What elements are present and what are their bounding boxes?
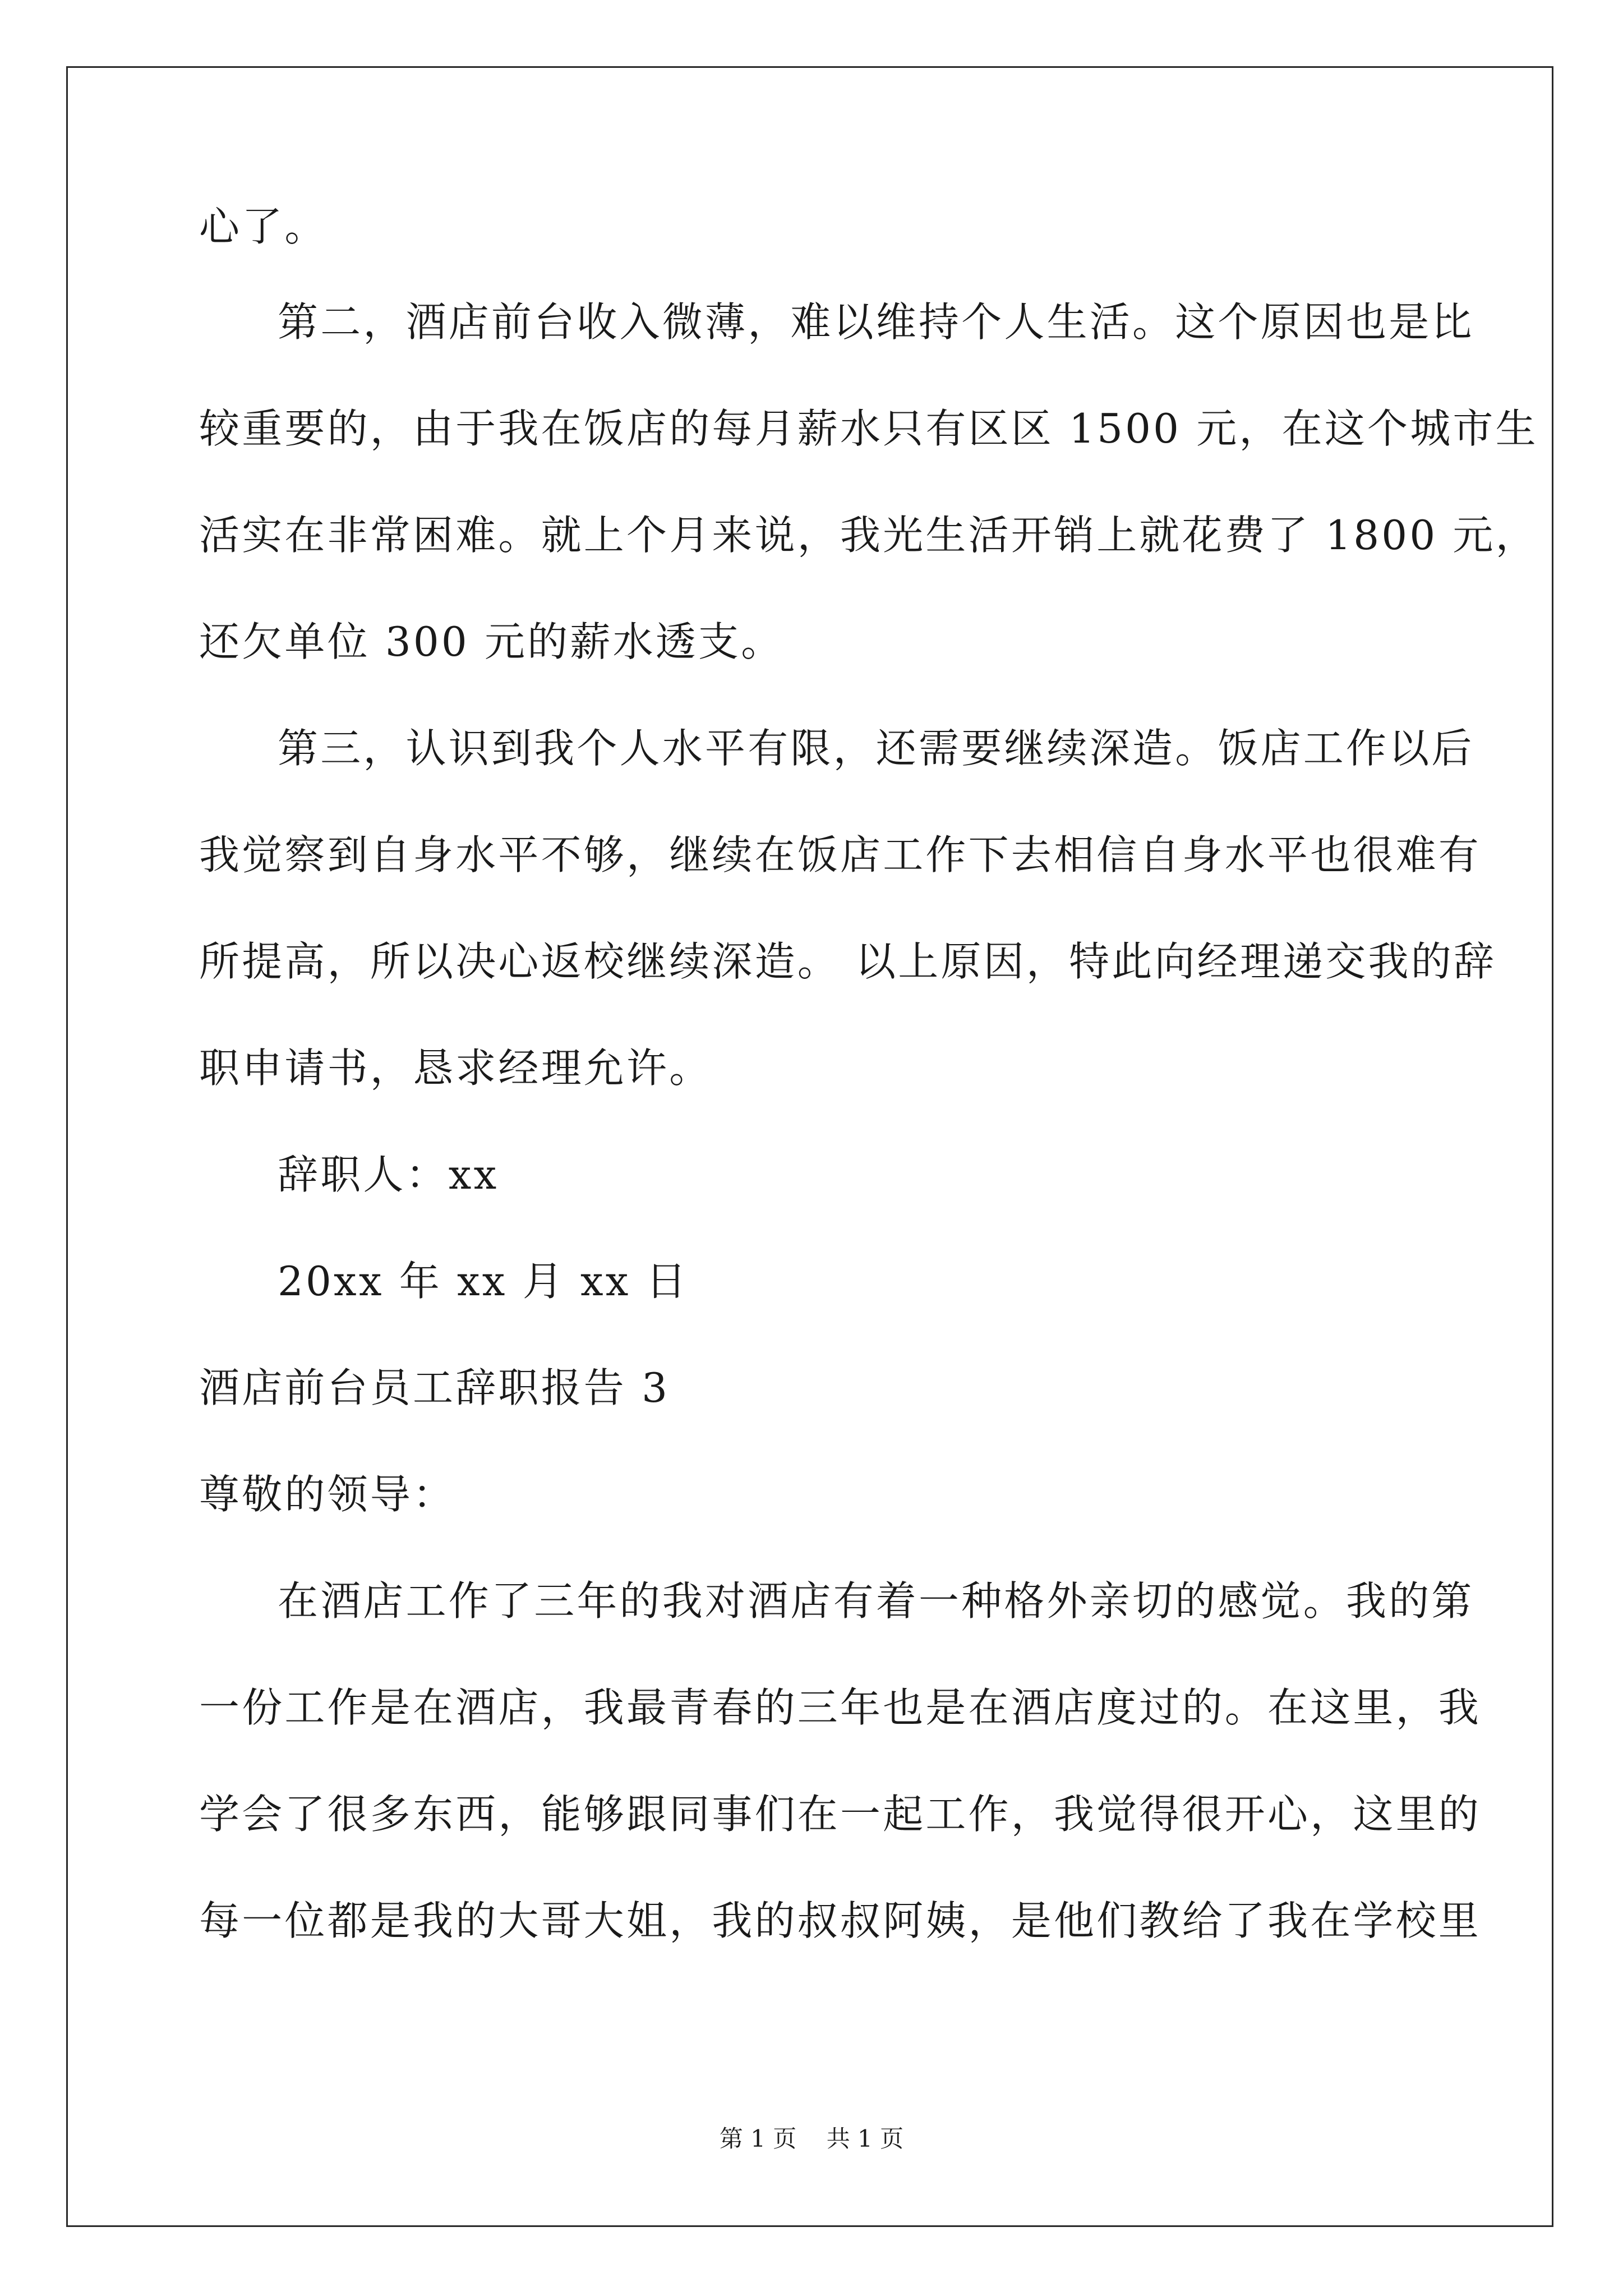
section-title: 酒店前台员工辞职报告 3 [199,1364,670,1411]
text-line-15: 一份工作是在酒店，我最青春的三年也是在酒店度过的。在这里，我 [199,1684,1482,1731]
signature-date: 20xx 年 xx 月 xx 日 [278,1258,689,1305]
text-line-3: 较重要的，由于我在饭店的每月薪水只有区区 1500 元，在这个城市生 [199,405,1538,452]
signature-name: 辞职人：xx [278,1151,499,1198]
text-line-17: 每一位都是我的大哥大姐，我的叔叔阿姨，是他们教给了我在学校里 [199,1897,1482,1944]
text-line-7: 我觉察到自身水平不够，继续在饭店工作下去相信自身水平也很难有 [199,831,1482,878]
text-line-16: 学会了很多东西，能够跟同事们在一起工作，我觉得很开心，这里的 [199,1791,1482,1838]
salutation: 尊敬的领导： [199,1471,456,1518]
paragraph-second-reason: 第二，酒店前台收入微薄，难以维持个人生活。这个原因也是比 [278,298,1474,346]
text-line-1: 心了。 [199,203,328,250]
text-line-5: 还欠单位 300 元的薪水透支。 [199,618,784,665]
page-number-footer: 第 1 页 共 1 页 [719,2125,904,2152]
paragraph-third-reason: 第三，认识到我个人水平有限，还需要继续深造。饭店工作以后 [278,725,1474,772]
text-line-9: 职申请书，恳求经理允许。 [199,1045,712,1092]
paragraph-opening: 在酒店工作了三年的我对酒店有着一种格外亲切的感觉。我的第 [278,1577,1474,1625]
text-line-8: 所提高，所以决心返校继续深造。 以上原因，特此向经理递交我的辞 [199,938,1497,985]
text-line-4: 活实在非常困难。就上个月来说，我光生活开销上就花费了 1800 元， [199,512,1538,559]
